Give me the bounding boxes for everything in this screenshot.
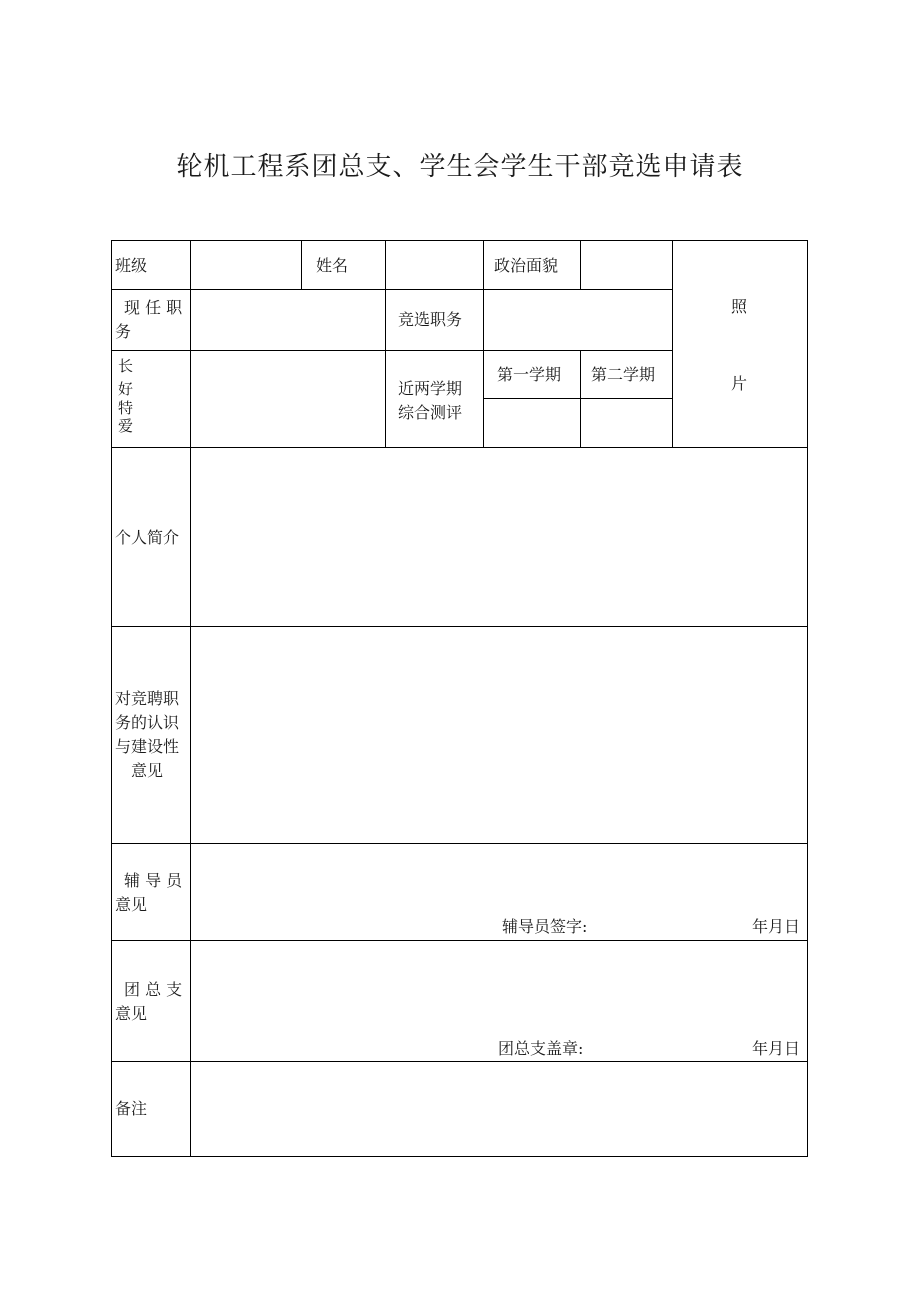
grid-line <box>807 240 808 1157</box>
league-opinion-input[interactable] <box>191 941 807 1035</box>
name-input[interactable] <box>386 241 483 289</box>
current-position-input[interactable] <box>191 290 385 350</box>
counselor-opinion-input[interactable] <box>191 844 807 914</box>
remarks-label: 备注 <box>115 1099 148 1118</box>
semester1-score-input[interactable] <box>484 399 580 447</box>
counselor-label-cont: 意见 <box>115 895 148 914</box>
semester2-label: 第二学期 <box>591 365 656 384</box>
photo-label-1: 照 <box>731 297 748 316</box>
current-position-label-cont: 务 <box>115 322 132 341</box>
counselor-label: 辅 导 员 <box>124 871 183 890</box>
view-label-3: 与建设性 <box>115 737 180 756</box>
view-label-2: 务的认识 <box>115 713 180 732</box>
election-position-label: 竞选职务 <box>398 310 463 329</box>
hobby-label-3: 特 <box>118 399 134 417</box>
current-position-label: 现 任 职 <box>124 298 183 317</box>
election-position-input[interactable] <box>484 290 672 350</box>
grid-line <box>111 240 112 1157</box>
league-date-label: 年月日 <box>752 1039 801 1058</box>
view-label-1: 对竞聘职 <box>115 689 180 708</box>
evaluation-label: 近两学期 <box>398 379 463 398</box>
name-label: 姓名 <box>316 256 349 275</box>
semester2-score-input[interactable] <box>581 399 672 447</box>
remarks-input[interactable] <box>191 1062 807 1156</box>
league-seal-label: 团总支盖章: <box>498 1039 584 1058</box>
class-input[interactable] <box>191 241 301 289</box>
view-input[interactable] <box>191 627 807 843</box>
intro-input[interactable] <box>191 448 807 626</box>
class-label: 班级 <box>115 256 148 275</box>
political-status-input[interactable] <box>581 241 672 289</box>
semester1-label: 第一学期 <box>497 365 562 384</box>
counselor-date-label: 年月日 <box>752 917 801 936</box>
photo-label-2: 片 <box>731 374 748 393</box>
hobby-input[interactable] <box>191 351 385 447</box>
political-status-label: 政治面貌 <box>494 256 559 275</box>
hobby-label-1: 长 <box>118 357 134 375</box>
view-label-4: 意见 <box>131 761 164 780</box>
photo-area[interactable] <box>673 241 807 447</box>
hobby-label-4: 爱 <box>118 417 134 435</box>
hobby-label-2: 好 <box>118 380 134 398</box>
league-label-cont: 意见 <box>115 1004 148 1023</box>
grid-line <box>301 240 302 290</box>
intro-label: 个人简介 <box>115 528 180 547</box>
league-label: 团 总 支 <box>124 980 183 999</box>
counselor-signature-label: 辅导员签字: <box>502 917 588 936</box>
grid-line <box>111 1156 808 1157</box>
page-title: 轮机工程系团总支、学生会学生干部竞选申请表 <box>176 152 744 182</box>
evaluation-label-cont: 综合测评 <box>398 403 463 422</box>
